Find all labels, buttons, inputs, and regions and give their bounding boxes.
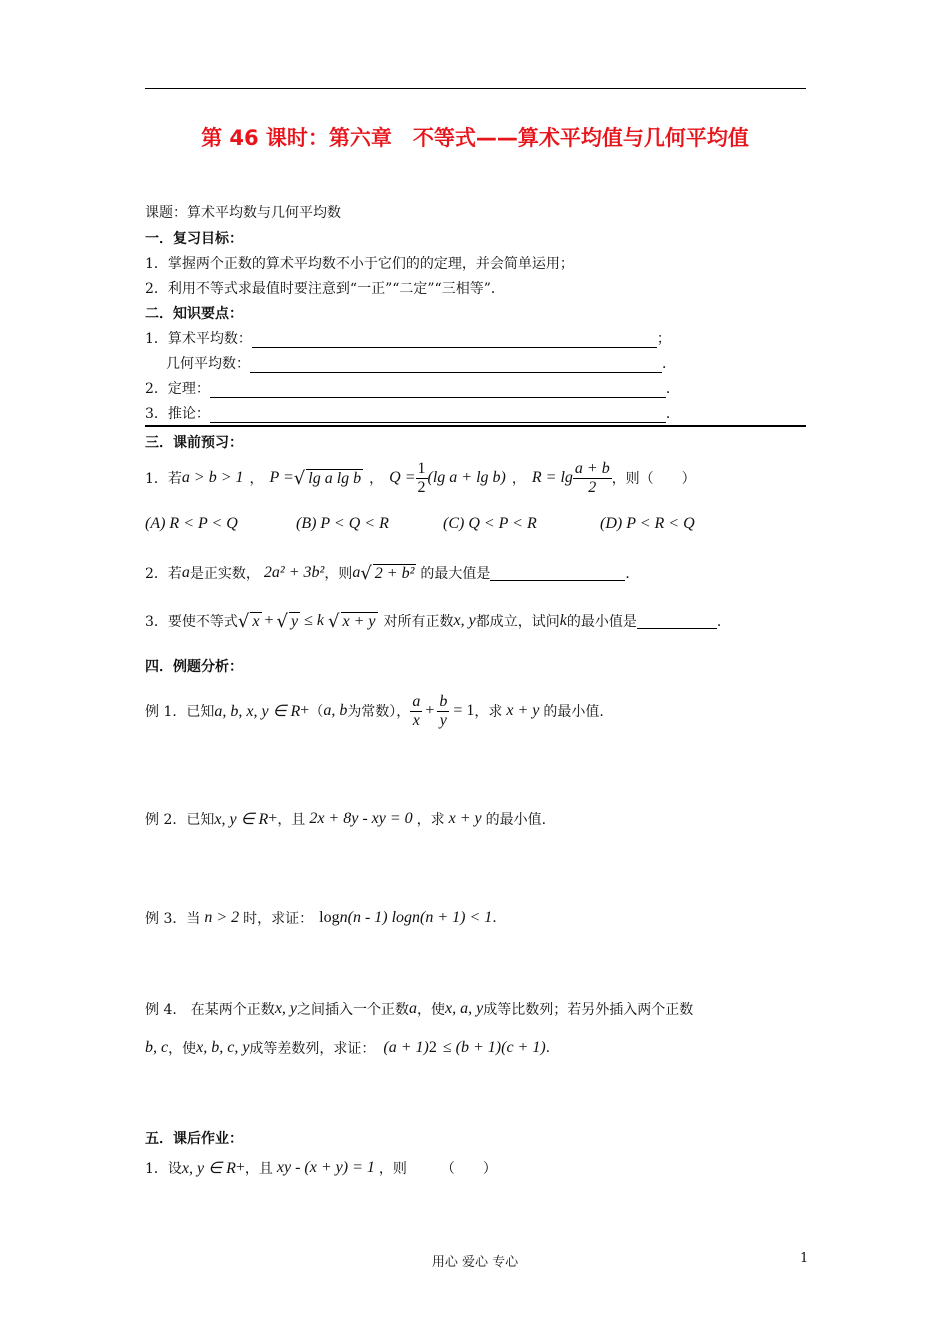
math-a: a bbox=[352, 564, 361, 581]
section-3-heading: 三．课前预习： bbox=[145, 435, 243, 451]
section-4-heading: 四．例题分析： bbox=[145, 659, 243, 675]
math-k: ≤ k bbox=[304, 612, 325, 629]
math-eq: 2x + 8y - xy = 0 bbox=[309, 810, 413, 827]
page-number: 1 bbox=[800, 1251, 809, 1266]
knowledge-item-1b bbox=[166, 353, 676, 373]
item-label: 1．算术平均数： bbox=[145, 331, 252, 347]
example-2: 例 2．已知 x, y ∈ R + ，且 2x + 8y - xy = 0 ，求 x + y 的最小值. bbox=[145, 810, 547, 828]
math-target: x + y bbox=[506, 702, 540, 719]
math-vars: x, a, y bbox=[445, 1000, 484, 1017]
section-1-heading: 一．复习目标： bbox=[145, 231, 243, 247]
option-a[interactable]: (A) R < P < Q bbox=[145, 515, 238, 532]
sqrt-icon: √ bbox=[360, 562, 372, 584]
fraction-ab-half bbox=[573, 460, 612, 497]
item-end: ． bbox=[665, 406, 680, 422]
math-vars: x, y bbox=[453, 612, 476, 629]
q-text: 都成立，试问 bbox=[475, 614, 560, 630]
ex-text: 为常数）， bbox=[347, 704, 411, 720]
numerator: a + b bbox=[574, 459, 610, 477]
math-vars: b, c bbox=[145, 1039, 169, 1056]
q-prefix: 2．若 bbox=[145, 566, 182, 582]
ex-text: 成等比数列；若另外插入两个正数 bbox=[483, 1002, 694, 1018]
item-label: 3．推论： bbox=[145, 406, 210, 422]
option-d[interactable]: (D) P < R < Q bbox=[600, 515, 695, 532]
preview-question-2 bbox=[145, 558, 639, 588]
q-text: 的最小值是 bbox=[566, 614, 637, 630]
math-lhs: (a + 1) bbox=[383, 1039, 429, 1056]
ex-text: 时，求证： bbox=[243, 911, 314, 927]
ex-text: . bbox=[545, 1040, 551, 1056]
preview-question-3: 3．要使不等式 √ x + √ y ≤ k √ x + y 对所有正数 x, y 都成立，试问 k 的最小值是 ． bbox=[145, 610, 731, 632]
fill-blank[interactable] bbox=[210, 408, 666, 423]
sqrt-icon: √ bbox=[293, 467, 306, 489]
q-text: ，则 bbox=[324, 566, 353, 582]
preview-question-1: 1．若 a > b > 1 ， P = √ lg a lg b ， Q = $\frac{1}{2}$ (lg a + lg b) ， R = lg $\frac{a + b}{2}$ ，则（ ） bbox=[145, 459, 696, 496]
ex-prefix: 例 4. 在某两个正数 bbox=[145, 1002, 275, 1018]
fraction-half bbox=[416, 460, 428, 497]
ex-text: 成等差数列，求证： bbox=[249, 1041, 376, 1057]
answer-choice[interactable]: （ ） bbox=[440, 1161, 497, 1177]
math-radicand: x + y bbox=[342, 612, 376, 630]
item-end: ． bbox=[662, 356, 676, 372]
denominator: y bbox=[439, 711, 447, 729]
example-4-line-2: b, c ，使 x, b, c, y 成等差数列，求证： (a + 1) 2 ≤ (b + 1)(c + 1) . bbox=[145, 1039, 551, 1057]
example-1: 例 1．已知 a, b, x, y ∈ R + （ a, b 为常数）， $\frac{a}{x}$ + $\frac{b}{y}$ = 1 ，求 x + y 的最小值. bbox=[145, 692, 604, 729]
ex-text: . bbox=[492, 910, 497, 926]
ex-text: （ bbox=[309, 704, 324, 720]
math-ab: a, b bbox=[323, 702, 348, 719]
section-5-heading: 五．课后作业： bbox=[145, 1131, 243, 1147]
denominator: x bbox=[412, 711, 420, 729]
q-text: ，则 bbox=[378, 1161, 407, 1177]
math-set: x, y ∈ R bbox=[214, 811, 269, 828]
page-footer: 用心 爱心 专心 bbox=[431, 1255, 519, 1270]
ex-prefix: 例 2．已知 bbox=[145, 812, 215, 828]
numerator: 1 bbox=[417, 459, 426, 477]
knowledge-item-1 bbox=[145, 328, 671, 348]
review-goal-2: 2．利用不等式求最值时要注意到“一正”“二定”“三相等”． bbox=[145, 281, 505, 297]
section-divider bbox=[145, 425, 806, 427]
option-c[interactable]: (C) Q < P < R bbox=[443, 515, 537, 532]
example-4-line-1 bbox=[145, 996, 693, 1022]
math-Q-rest: (lg a + lg b) bbox=[427, 469, 506, 486]
sqrt-icon: √ bbox=[276, 610, 289, 632]
math-Q: Q = bbox=[389, 469, 416, 486]
q-end: ． bbox=[716, 614, 731, 630]
math-k: k bbox=[559, 612, 567, 629]
math-radicand: x bbox=[252, 612, 260, 630]
item-end: ； bbox=[656, 331, 671, 347]
item-end: ． bbox=[665, 381, 680, 397]
ex-prefix: 例 3．当 bbox=[145, 911, 201, 927]
header-rule bbox=[145, 88, 806, 89]
fill-blank[interactable] bbox=[210, 383, 666, 398]
sqrt-icon: √ bbox=[328, 610, 340, 632]
example-3 bbox=[145, 903, 497, 933]
denominator: 2 bbox=[417, 478, 426, 496]
math-expression: (n + 1) < 1 bbox=[420, 909, 493, 926]
math-vars: x, b, c, y bbox=[196, 1039, 250, 1056]
math-subscript: n bbox=[339, 909, 348, 926]
math-set: a, b, x, y ∈ R bbox=[214, 703, 301, 720]
math-log: log bbox=[319, 909, 340, 926]
math-rhs: ≤ (b + 1)(c + 1) bbox=[442, 1039, 546, 1056]
q-end: ． bbox=[625, 566, 640, 582]
math-target: x + y bbox=[448, 810, 482, 827]
knowledge-item-3 bbox=[145, 403, 680, 423]
q-text: ，且 bbox=[244, 1161, 273, 1177]
numerator: b bbox=[439, 692, 448, 710]
math-a: a bbox=[409, 1000, 418, 1017]
math-vars: x, y bbox=[274, 1000, 298, 1017]
q-then: ，则（ ） bbox=[611, 471, 696, 487]
math-R: R = lg bbox=[531, 469, 573, 486]
q-text: 的最大值是 bbox=[420, 566, 491, 582]
page-title: 第 46 课时：第六章 不等式——算术平均值与几何平均值 bbox=[201, 126, 749, 150]
math-radicand: 2 + b² bbox=[374, 564, 415, 582]
ex-text: 之间插入一个正数 bbox=[297, 1002, 410, 1018]
answer-blank[interactable] bbox=[637, 614, 717, 629]
math-a: a bbox=[181, 564, 190, 581]
math-set: x, y ∈ R bbox=[181, 1160, 236, 1177]
ex-text: ，求 bbox=[416, 812, 445, 828]
numerator: a bbox=[412, 692, 421, 710]
homework-question-1: 1．设 x, y ∈ R + ，且 xy - (x + y) = 1 ，则 （ ） bbox=[145, 1159, 497, 1177]
math-eq: xy - (x + y) = 1 bbox=[276, 1159, 375, 1176]
fill-blank[interactable] bbox=[252, 333, 657, 348]
answer-blank[interactable] bbox=[490, 566, 625, 581]
fill-blank[interactable] bbox=[250, 358, 662, 373]
math-subscript: n bbox=[412, 909, 421, 926]
ex-text: ，使 bbox=[168, 1041, 197, 1057]
q-text: 对所有正数 bbox=[383, 614, 454, 630]
knowledge-item-2 bbox=[145, 378, 680, 398]
ex-text: ，且 bbox=[277, 812, 306, 828]
ex-text: ，求 bbox=[474, 704, 503, 720]
q-prefix: 3．要使不等式 bbox=[145, 614, 238, 630]
fraction-a-x bbox=[410, 693, 422, 730]
math-expression: 2a² + 3b² bbox=[263, 564, 325, 581]
math-condition: a > b > 1 bbox=[181, 469, 244, 486]
q-text: 是正实数， bbox=[189, 566, 260, 582]
q-prefix: 1．设 bbox=[145, 1161, 182, 1177]
item-label: 几何平均数： bbox=[166, 356, 250, 372]
review-goal-1: 1．掌握两个正数的算术平均数不小于它们的的定理，并会简单运用； bbox=[145, 256, 574, 272]
q-prefix: 1．若 bbox=[145, 471, 182, 487]
denominator: 2 bbox=[588, 478, 597, 496]
section-2-heading: 二．知识要点： bbox=[145, 306, 243, 322]
math-radicand: y bbox=[291, 612, 299, 630]
math-expression: (n - 1) log bbox=[347, 909, 413, 926]
ex-text: 的最小值. bbox=[543, 704, 604, 720]
item-label: 2．定理： bbox=[145, 381, 210, 397]
ex-text: ，使 bbox=[417, 1002, 446, 1018]
ex-text: 的最小值. bbox=[485, 812, 547, 828]
math-condition: n > 2 bbox=[204, 909, 240, 926]
lesson-subject: 课题：算术平均数与几何平均数 bbox=[145, 205, 341, 221]
math-radicand: lg a lg b bbox=[308, 469, 362, 487]
math-P: P = bbox=[269, 469, 294, 486]
ex-prefix: 例 1．已知 bbox=[145, 704, 215, 720]
math-eq: = 1 bbox=[453, 702, 475, 719]
fraction-b-y bbox=[437, 693, 449, 730]
sqrt-icon: √ bbox=[237, 610, 250, 632]
option-b[interactable]: (B) P < Q < R bbox=[296, 515, 389, 532]
